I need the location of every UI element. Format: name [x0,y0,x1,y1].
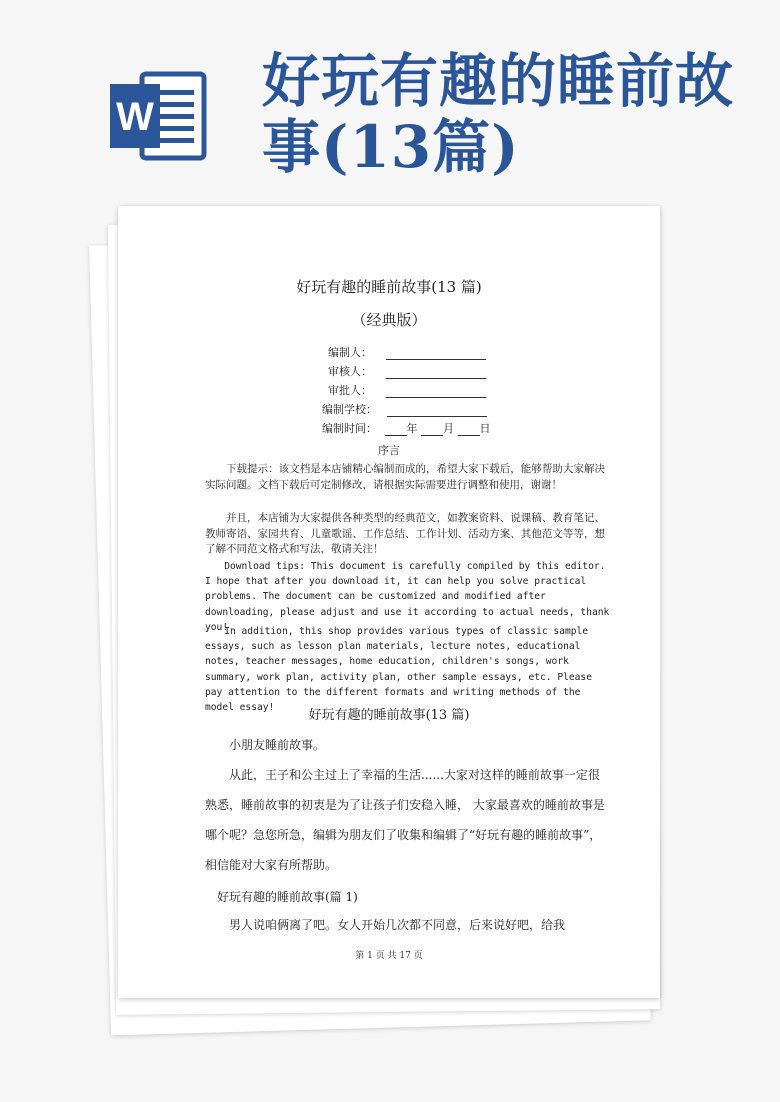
document-page [118,206,660,998]
month-label: 月 [443,422,454,435]
reviewer-blank [386,367,486,379]
day-blank [458,424,480,436]
body-paragraph: 小朋友睡前故事。 [229,738,326,752]
story-heading: 好玩有趣的睡前故事(篇 1) [217,890,358,904]
approver-row [328,382,486,398]
page-number: 第 1 页 共 17 页 [355,951,423,961]
svg-text:W: W [116,95,154,139]
body-paragraph: 男人说咱俩离了吧。女人开始几次都不同意，后来说好吧，给我 [229,918,566,932]
compiler-label: 编制人： [328,346,372,359]
shop-intro-en: In addition, this shop provides various types of classic sample essays, such as lesson plan materials, lecture notes, educational notes, teacher messages, home education, children's songs, work summary, work plan, activity plan, other sample essays, etc. Please pay attention to the different formats and writing methods of the model essay! [205,626,592,714]
year-blank [385,424,407,436]
preface-heading: 序言 [378,444,400,457]
document-edition: （经典版） [351,311,427,329]
download-tip-en: Download tips: This document is carefully compiled by this editor. I hope that after you download it, it can help you solve practical problems. The document can be customized and modified after downloading, please adjust and use it according to actual needs, thank you! [205,561,610,633]
reviewer-row [328,363,486,379]
approver-label: 审批人： [328,384,372,397]
time-row [322,420,491,436]
school-blank [387,405,487,417]
month-blank [421,424,443,436]
school-row [322,401,487,417]
shop-intro-cn: 并且，本店铺为大家提供各种类型的经典范文，如教案资料、说课稿、教育笔记、教师寄语、家园共育、儿童歌谣、工作总结、工作计划、活动方案、其他范文等等，想了解不同范文格式和写法，敬请关注！ [205,512,605,555]
day-label: 日 [479,422,491,435]
section-title: 好玩有趣的睡前故事(13 篇) [308,708,470,723]
compiler-blank [386,348,486,360]
compiler-row [328,344,486,360]
time-label: 编制时间： [322,422,377,435]
download-tip-cn: 下载提示：该文档是本店铺精心编制而成的，希望大家下载后，能够帮助大家解决实际问题。文档下载后可定制修改，请根据实际需要进行调整和使用，谢谢！ [205,463,605,491]
year-label: 年 [406,422,418,435]
page-title: 好玩有趣的睡前故事(13篇) [262,47,735,181]
school-label: 编制学校： [322,403,377,416]
body-paragraph: 从此，王子和公主过上了幸福的生活......大家对这样的睡前故事一定很熟悉，睡前故事的初衷是为了让孩子们安稳入睡， 大家最喜欢的睡前故事是哪个呢？急您所急，编辑为朋友们了收集和编辑了“好玩有趣的睡前故事”，相信能对大家有所帮助。 [205,768,605,872]
approver-blank [386,386,486,398]
reviewer-label: 审核人： [328,365,372,378]
word-document-icon [108,70,208,162]
document-title: 好玩有趣的睡前故事(13 篇) [296,278,482,296]
